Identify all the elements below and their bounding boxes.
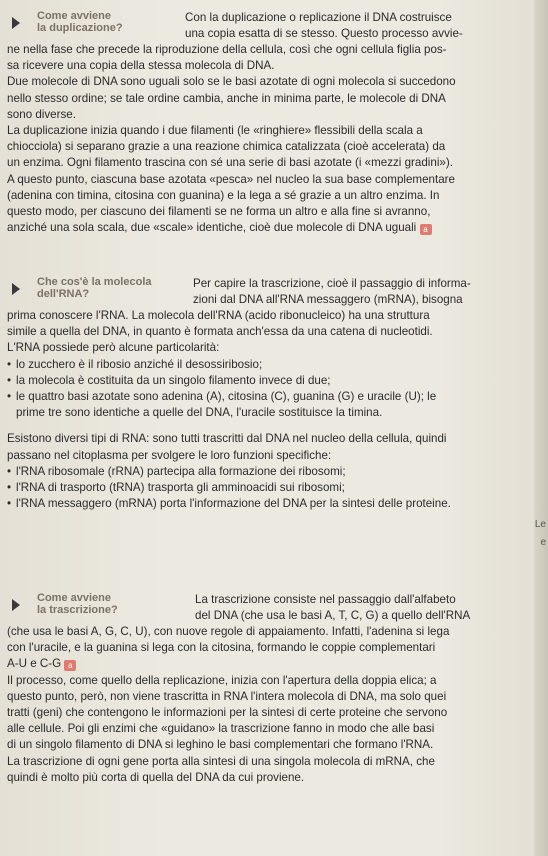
section-intro: La trascrizione consiste nel passaggio dall'alfabeto del DNA (che usa le basi A, T, C, G) a quello dell'RNA bbox=[195, 593, 471, 623]
section-header bbox=[7, 8, 535, 42]
list-item: • la molecola è costituita da un singolo filamento invece di due; bbox=[7, 373, 535, 389]
exercise-badge-icon[interactable]: a bbox=[64, 660, 76, 671]
chevron-right-icon bbox=[12, 17, 20, 29]
section-body: prima conoscere l'RNA. La molecola dell'RNA (acido ribonucleico) ha una struttura simile a quella del DNA, in quanto è formata anch'essa da una catena di nucleotidi. L'RNA possiede però alcune particolarità: • lo zucchero è il ribosio anziché il desossiribosio; • la molecola è costituita da un singolo filamento invece di due; • le quattro basi azotate sono adenina (A), citosina (C), guanina (G) e uracile (U); le prime tre sono identiche a quelle del DNA, l'uracile sostituisce la timina. Esistono diversi tipi di RNA: sono tutti trascritti dal DNA nel nucleo della cellula, quindi passano nel citoplasma per svolgere le loro funzioni specifiche: • l'RNA ribosomale (rRNA) partecipa alla formazione dei ribosomi; • l'RNA di trasporto (tRNA) trasporta gli amminoacidi sui ribosomi; • l'RNA messaggero (mRNA) porta l'informazione del DNA per la sintesi delle proteine. bbox=[7, 308, 535, 512]
section-question: Come avviene la trascrizione? bbox=[37, 592, 118, 616]
list-item: • l'RNA messaggero (mRNA) porta l'informazione del DNA per la sintesi delle proteine. bbox=[7, 496, 535, 512]
edge-fragment: e bbox=[540, 537, 546, 548]
rna-features-list bbox=[7, 357, 535, 422]
edge-fragment: Le bbox=[534, 519, 546, 530]
section-question: Che cos'è la molecola dell'RNA? bbox=[37, 276, 152, 300]
list-item: • lo zucchero è il ribosio anziché il desossiribosio; bbox=[7, 357, 535, 373]
list-item: • l'RNA di trasporto (tRNA) trasporta gli amminoacidi sui ribosomi; bbox=[7, 480, 535, 496]
section-rna bbox=[7, 274, 535, 512]
list-item: • l'RNA ribosomale (rRNA) partecipa alla formazione dei ribosomi; bbox=[7, 464, 535, 480]
section-duplicazione bbox=[7, 8, 535, 236]
section-trascrizione bbox=[7, 590, 535, 786]
list-item: • le quattro basi azotate sono adenina (A), citosina (C), guanina (G) e uracile (U); le prime tre sono identiche a quelle del DNA, l'uracile sostituisce la timina. bbox=[7, 389, 535, 421]
section-body: ne nella fase che precede la riproduzione della cellula, così che ogni cellula figlia pos- sa ricevere una copia della stessa molecola di DNA. Due molecole di DNA sono uguali solo se le basi azotate di ogni molecola si succedono nello stesso ordine; se tale ordine cambia, anche in minima parte, le molecole di DNA sono diverse. La duplicazione inizia quando i due filamenti (le «ringhiere» flessibili della scala a chiocciola) si separano grazie a una reazione chimica catalizzata (cioè accelerata) da un enzima. Ogni filamento trascina con sé una serie di basi azotate (i «mezzi gradini»). A questo punto, ciascuna base azotata «pesca» nel nucleo la sua base complementare (adenina con timina, citosina con guanina) e la lega a sé grazie a un altro enzima. In questo modo, per ciascuno dei filamenti se ne forma un altro e alla fine si avranno, anziché una sola scala, due «scale» identiche, cioè due molecole di DNA uguali a bbox=[7, 43, 456, 235]
adjacent-page-edge bbox=[534, 0, 548, 856]
section-intro: Con la duplicazione o replicazione il DNA costruisce una copia esatta di se stesso. Questo processo avvie- bbox=[185, 11, 463, 41]
section-header bbox=[7, 590, 535, 624]
section-intro: Per capire la trascrizione, cioè il passaggio di informa- zioni dal DNA all'RNA messaggero (mRNA), bisogna bbox=[193, 277, 471, 307]
chevron-right-icon bbox=[12, 599, 20, 611]
section-header bbox=[7, 274, 535, 308]
rna-types-list bbox=[7, 464, 535, 513]
section-question: Come avviene la duplicazione? bbox=[37, 10, 123, 34]
section-body: (che usa le basi A, G, C, U), con nuove regole di appaiamento. Infatti, l'adenina si lega con l'uracile, e la guanina si lega con la citosina, formando le coppie complementari A-U e C-G a Il processo, come quello della replicazione, inizia con l'apertura della doppia elica; a questo punto, però, non viene trascritta in RNA l'intera molecola di DNA, ma solo quei tratti (geni) che contengono le informazioni per la sintesi di certe proteine che servono alle cellule. Poi gli enzimi che «guidano» la trascrizione fanno in modo che alle basi di un singolo filamento di DNA si leghino le basi complementari che formano l'RNA. La trascrizione di ogni gene porta alla sintesi di una singola molecola di mRNA, che quindi è molto più corta di quella del DNA da cui proviene. bbox=[7, 625, 450, 784]
exercise-badge-icon[interactable]: a bbox=[420, 224, 432, 235]
chevron-right-icon bbox=[12, 283, 20, 295]
